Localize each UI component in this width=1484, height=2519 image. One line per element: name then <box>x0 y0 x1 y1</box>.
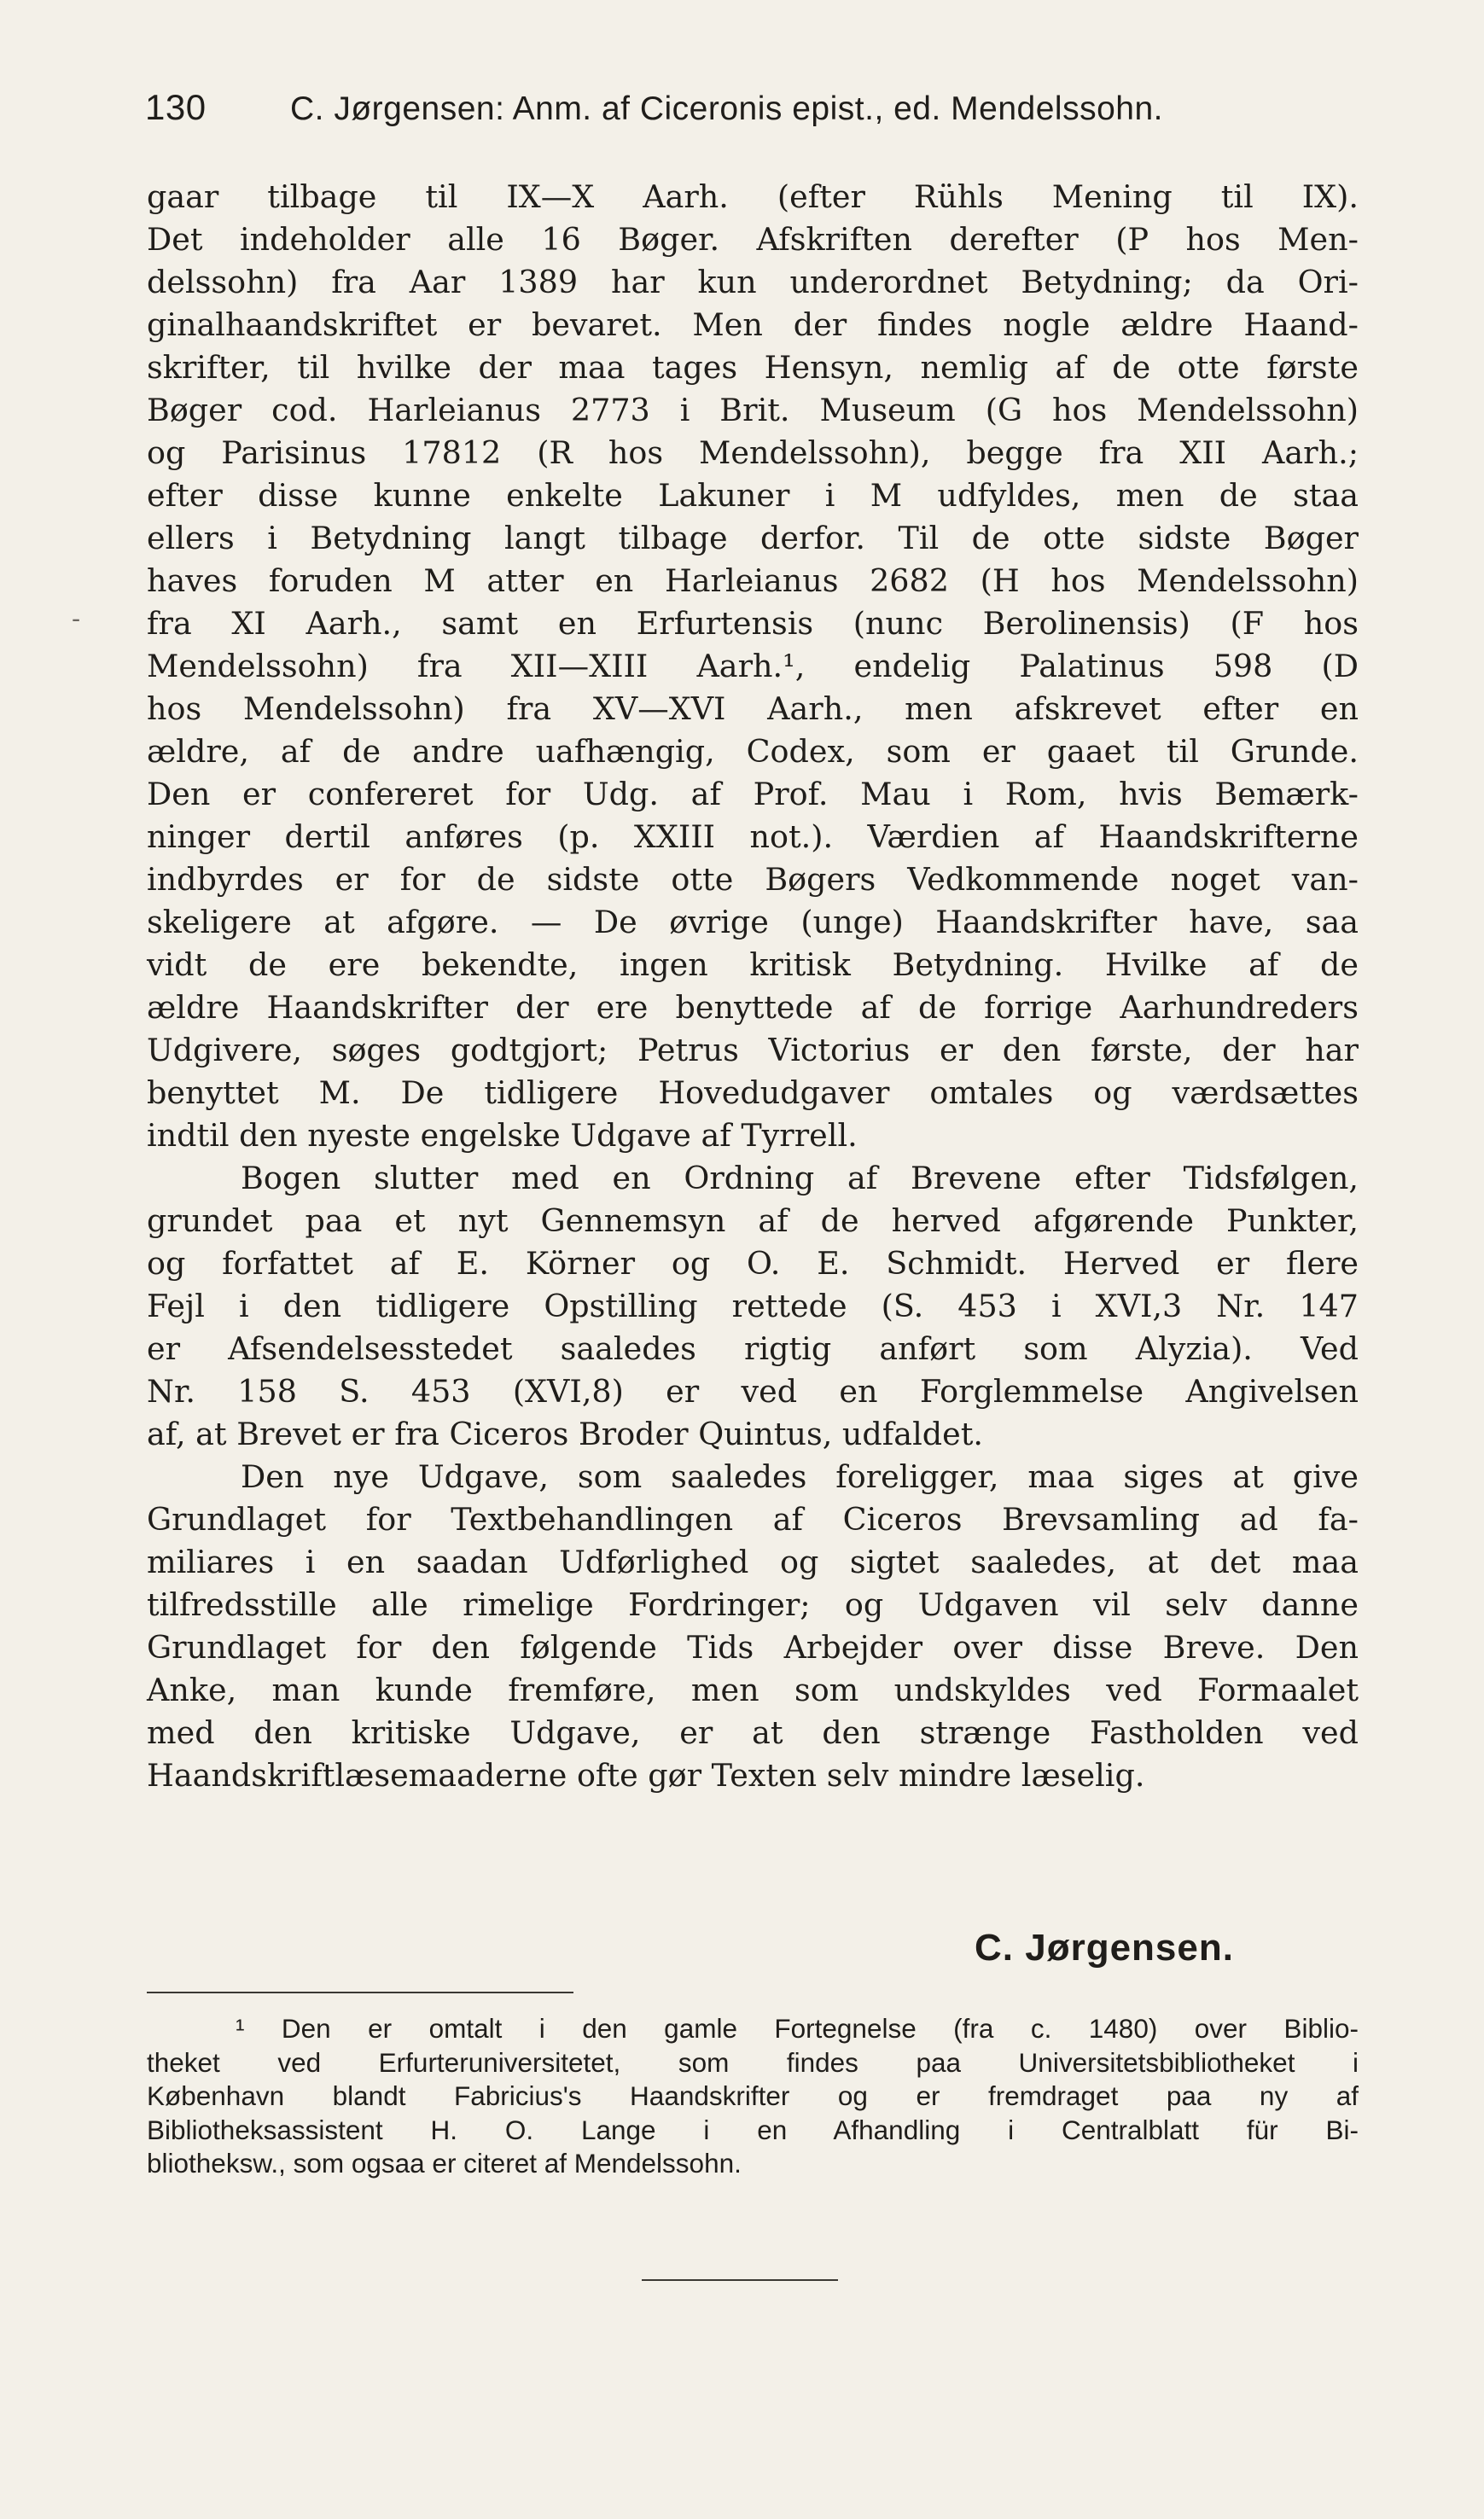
footnote-rule <box>147 1992 573 1993</box>
footnote-line: ¹ Den er omtalt i den gamle Fortegnelse (fra c. 1480) over Biblio- <box>236 2013 1359 2044</box>
footnote-line: Bibliotheksassistent H. O. Lange i en Afhandling i Centralblatt für Bi- <box>147 2114 1359 2145</box>
footnote-line: theket ved Erfurteruniversitetet, som findes paa Universitetsbibliotheket i <box>147 2046 1359 2078</box>
body-text <box>147 176 1359 1797</box>
text-line: Mendelssohn) fra XII—XIII Aarh.¹, endelig Palatinus 598 (D <box>147 648 1359 684</box>
text-line: ginalhaandskriftet er bevaret. Men der findes nogle ældre Haand- <box>147 306 1359 343</box>
text-line: benyttet M. De tidligere Hovedudgaver omtales og værdsættes <box>147 1074 1359 1111</box>
text-line: hos Mendelssohn) fra XV—XVI Aarh., men afskrevet efter en <box>147 690 1359 727</box>
text-line: Bøger cod. Harleianus 2773 i Brit. Museum (G hos Mendelssohn) <box>147 392 1359 428</box>
text-line: Haandskriftlæsemaaderne ofte gør Texten selv mindre læselig. <box>147 1757 1145 1794</box>
text-line: delssohn) fra Aar 1389 har kun underordnet Betydning; da Ori- <box>147 264 1359 300</box>
footnote-line: bliotheksw., som ogsaa er citeret af Mendelssohn. <box>147 2148 742 2179</box>
text-line: skrifter, til hvilke der maa tages Hensyn, nemlig af de otte første <box>147 349 1359 386</box>
text-line: Udgivere, søges godtgjort; Petrus Victorius er den første, der har <box>147 1032 1359 1068</box>
text-line: vidt de ere bekendte, ingen kritisk Betydning. Hvilke af de <box>147 946 1359 983</box>
text-line: af, at Brevet er fra Ciceros Broder Quintus, udfaldet. <box>147 1416 983 1452</box>
text-line: indbyrdes er for de sidste otte Bøgers Vedkommende noget van- <box>147 861 1359 898</box>
footnote-line: København blandt Fabricius's Haandskrifter og er fremdraget paa ny af <box>147 2080 1359 2111</box>
text-line: Den nye Udgave, som saaledes foreligger, maa siges at give <box>241 1458 1359 1495</box>
text-line: Anke, man kunde fremføre, men som undskyldes ved Formaalet <box>147 1672 1359 1708</box>
footnote <box>147 2012 1359 2181</box>
text-line: skeligere at afgøre. — De øvrige (unge) Haandskrifter have, saa <box>147 904 1359 940</box>
running-title: C. Jørgensen: Anm. af Ciceronis epist., ed. Mendelssohn. <box>290 90 1163 127</box>
text-line: gaar tilbage til IX—X Aarh. (efter Rühls Mening til IX). <box>147 178 1359 215</box>
text-line: haves foruden M atter en Harleianus 2682 (H hos Mendelssohn) <box>147 562 1359 599</box>
text-line: og forfattet af E. Körner og O. E. Schmidt. Herved er flere <box>147 1245 1359 1282</box>
text-line: Bogen slutter med en Ordning af Brevene efter Tidsfølgen, <box>241 1160 1359 1196</box>
text-line: tilfredsstille alle rimelige Fordringer; og Udgaven vil selv danne <box>147 1586 1359 1623</box>
text-line: ellers i Betydning langt tilbage derfor. Til de otte sidste Bøger <box>147 520 1359 556</box>
text-line: fra XI Aarh., samt en Erfurtensis (nunc Berolinensis) (F hos <box>147 605 1359 642</box>
text-line: ældre Haandskrifter der ere benyttede af de forrige Aarhundreders <box>147 989 1359 1026</box>
text-line: og Parisinus 17812 (R hos Mendelssohn), begge fra XII Aarh.; <box>147 434 1359 471</box>
running-head <box>145 87 1340 128</box>
text-line: indtil den nyeste engelske Udgave af Tyrrell. <box>147 1117 858 1154</box>
page-number: 130 <box>145 87 207 127</box>
text-line: ældre, af de andre uafhængig, Codex, som er gaaet til Grunde. <box>147 733 1359 770</box>
margin-mark: - <box>72 604 81 634</box>
text-line: er Afsendelsesstedet saaledes rigtig anført som Alyzia). Ved <box>147 1330 1359 1367</box>
end-rule <box>642 2279 838 2281</box>
text-line: Den er confereret for Udg. af Prof. Mau i Rom, hvis Bemærk- <box>147 776 1359 812</box>
text-line: miliares i en saadan Udførlighed og sigtet saaledes, at det maa <box>147 1544 1359 1580</box>
author-signature: C. Jørgensen. <box>975 1927 1234 1969</box>
text-line: med den kritiske Udgave, er at den strænge Fastholden ved <box>147 1714 1359 1751</box>
text-line: Fejl i den tidligere Opstilling rettede (S. 453 i XVI,3 Nr. 147 <box>147 1288 1359 1324</box>
text-line: efter disse kunne enkelte Lakuner i M udfyldes, men de staa <box>147 477 1359 514</box>
text-line: Grundlaget for den følgende Tids Arbejder over disse Breve. Den <box>147 1629 1359 1666</box>
text-line: Grundlaget for Textbehandlingen af Ciceros Brevsamling ad fa- <box>147 1501 1359 1538</box>
text-line: Det indeholder alle 16 Bøger. Afskriften derefter (P hos Men- <box>147 221 1359 258</box>
text-line: Nr. 158 S. 453 (XVI,8) er ved en Forglemmelse Angivelsen <box>147 1373 1359 1410</box>
text-line: grundet paa et nyt Gennemsyn af de herved afgørende Punkter, <box>147 1202 1359 1239</box>
text-line: ninger dertil anføres (p. XXIII not.). Værdien af Haandskrifterne <box>147 818 1359 855</box>
